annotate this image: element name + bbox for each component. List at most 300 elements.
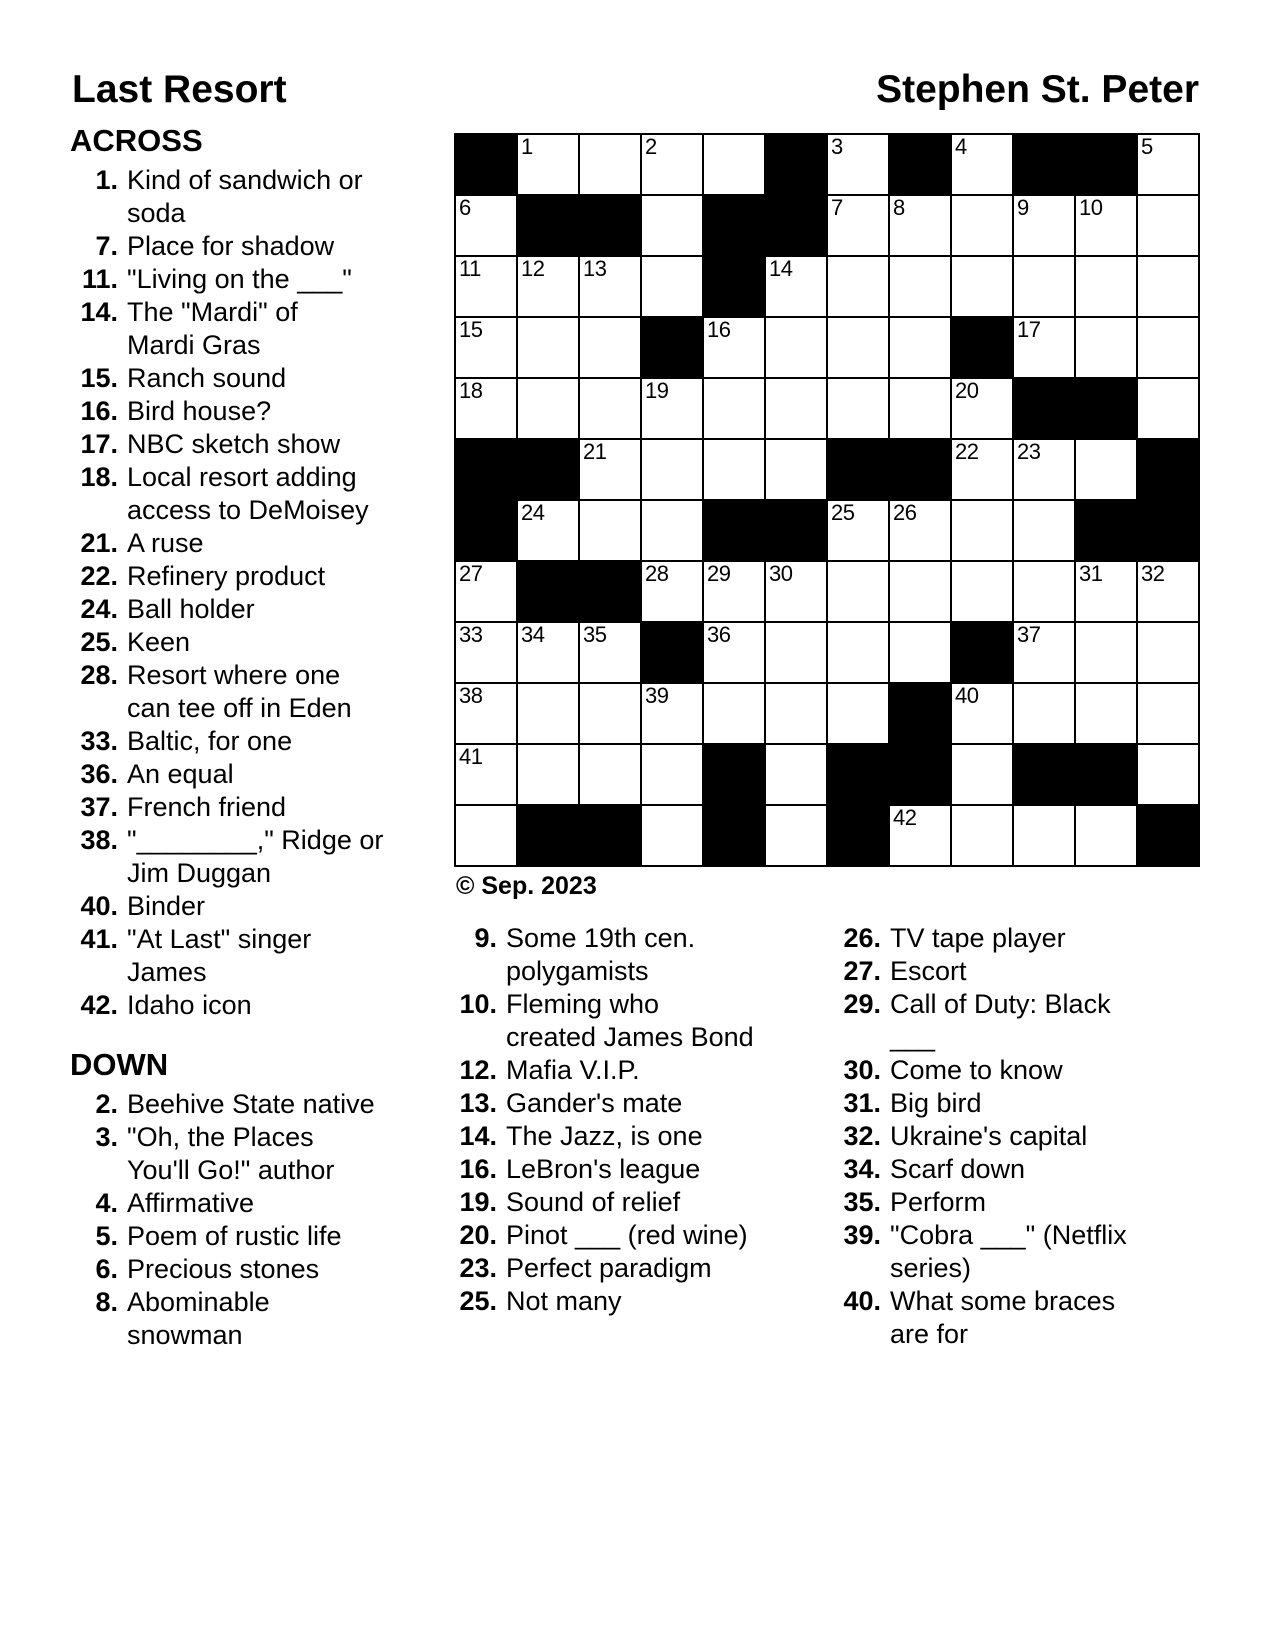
down-clue-30 bbox=[836, 1054, 1236, 1087]
down-clue-2 bbox=[70, 1088, 445, 1121]
grid-cell[interactable] bbox=[580, 440, 640, 499]
grid-cell[interactable] bbox=[828, 135, 888, 194]
grid-cell-black bbox=[1014, 135, 1074, 194]
cell-number: 40 bbox=[955, 683, 979, 708]
grid-cell-black bbox=[1076, 379, 1136, 438]
across-clue-38 bbox=[70, 824, 445, 890]
down-clue-32 bbox=[836, 1120, 1236, 1153]
down-clue-4 bbox=[70, 1187, 445, 1220]
down-clue-list-middle bbox=[455, 922, 820, 1318]
grid-cell[interactable] bbox=[1014, 257, 1074, 316]
clue-text: Call of Duty: Black ___ bbox=[890, 989, 1111, 1052]
grid-cell-black bbox=[704, 745, 764, 804]
grid-cell[interactable] bbox=[890, 196, 950, 255]
grid-cell[interactable] bbox=[890, 806, 950, 865]
grid-cell-black bbox=[1138, 501, 1198, 560]
grid-cell[interactable] bbox=[1014, 562, 1074, 621]
cell-number: 15 bbox=[459, 317, 483, 342]
clue-column-middle bbox=[455, 922, 820, 1318]
down-clue-27 bbox=[836, 955, 1236, 988]
grid-cell[interactable] bbox=[704, 440, 764, 499]
down-clue-35 bbox=[836, 1186, 1236, 1219]
down-clue-list-left bbox=[70, 1088, 445, 1352]
grid-cell-black bbox=[518, 562, 578, 621]
across-clue-24 bbox=[70, 593, 445, 626]
grid-cell[interactable] bbox=[456, 623, 516, 682]
cell-number: 23 bbox=[1017, 439, 1041, 464]
cell-number: 17 bbox=[1017, 317, 1041, 342]
cell-number: 35 bbox=[583, 622, 607, 647]
clue-text: Come to know bbox=[890, 1055, 1063, 1085]
clue-number: 32. bbox=[843, 1121, 881, 1151]
clue-number: 40. bbox=[80, 891, 118, 921]
clue-number: 10. bbox=[459, 989, 497, 1019]
cell-number: 22 bbox=[955, 439, 979, 464]
grid-cell[interactable] bbox=[952, 684, 1012, 743]
grid-cell[interactable] bbox=[580, 318, 640, 377]
across-clue-11 bbox=[70, 263, 445, 296]
cell-number: 32 bbox=[1141, 561, 1165, 586]
down-clue-19 bbox=[455, 1186, 820, 1219]
clue-text: Affirmative bbox=[127, 1188, 255, 1218]
clue-number: 28. bbox=[80, 660, 118, 690]
grid-cell[interactable] bbox=[456, 745, 516, 804]
grid-cell[interactable] bbox=[456, 379, 516, 438]
grid-cell[interactable] bbox=[952, 196, 1012, 255]
grid-cell[interactable] bbox=[642, 257, 702, 316]
grid-cell[interactable] bbox=[952, 135, 1012, 194]
clue-text: Refinery product bbox=[127, 561, 326, 591]
across-clue-15 bbox=[70, 362, 445, 395]
clue-number: 38. bbox=[80, 825, 118, 855]
grid-cell[interactable] bbox=[580, 623, 640, 682]
grid-cell-black bbox=[704, 196, 764, 255]
grid-cell[interactable] bbox=[828, 623, 888, 682]
puzzle-author: Stephen St. Peter bbox=[876, 68, 1199, 111]
clue-number: 25. bbox=[459, 1286, 497, 1316]
grid-cell[interactable] bbox=[1014, 623, 1074, 682]
grid-cell[interactable] bbox=[1076, 257, 1136, 316]
grid-cell[interactable] bbox=[828, 501, 888, 560]
clue-number: 19. bbox=[459, 1187, 497, 1217]
grid-cell[interactable] bbox=[828, 257, 888, 316]
grid-cell[interactable] bbox=[642, 379, 702, 438]
clue-text: Fleming who created James Bond bbox=[506, 989, 754, 1052]
clue-text: Abominable snowman bbox=[127, 1287, 270, 1350]
grid-cell[interactable] bbox=[890, 318, 950, 377]
clue-number: 26. bbox=[843, 923, 881, 953]
clue-number: 41. bbox=[80, 924, 118, 954]
grid-cell-black bbox=[952, 318, 1012, 377]
grid-cell-black bbox=[704, 501, 764, 560]
grid-cell[interactable] bbox=[704, 623, 764, 682]
grid-cell[interactable] bbox=[704, 684, 764, 743]
grid-cell[interactable] bbox=[704, 318, 764, 377]
grid-cell[interactable] bbox=[766, 806, 826, 865]
grid-cell-black bbox=[642, 318, 702, 377]
grid-cell-black bbox=[1014, 379, 1074, 438]
down-clue-5 bbox=[70, 1220, 445, 1253]
grid-cell[interactable] bbox=[828, 318, 888, 377]
grid-cell-black bbox=[1076, 135, 1136, 194]
cell-number: 10 bbox=[1079, 195, 1103, 220]
clue-text: Perfect paradigm bbox=[506, 1253, 712, 1283]
cell-number: 31 bbox=[1079, 561, 1103, 586]
cell-number: 30 bbox=[769, 561, 793, 586]
grid-cell[interactable] bbox=[704, 135, 764, 194]
clue-text: Kind of sandwich or soda bbox=[127, 165, 363, 228]
clue-text: Big bird bbox=[890, 1088, 982, 1118]
grid-cell-black bbox=[1014, 745, 1074, 804]
grid-cell[interactable] bbox=[580, 684, 640, 743]
grid-cell[interactable] bbox=[1076, 684, 1136, 743]
clue-text: What some braces are for bbox=[890, 1286, 1116, 1349]
grid-cell[interactable] bbox=[580, 501, 640, 560]
clue-number: 6. bbox=[95, 1254, 118, 1284]
clue-text: Precious stones bbox=[127, 1254, 320, 1284]
across-clue-14 bbox=[70, 296, 445, 362]
grid-cell[interactable] bbox=[1138, 318, 1198, 377]
down-clue-10 bbox=[455, 988, 820, 1054]
across-clue-22 bbox=[70, 560, 445, 593]
grid-cell[interactable] bbox=[766, 684, 826, 743]
grid-cell[interactable] bbox=[828, 684, 888, 743]
grid-cell[interactable] bbox=[456, 257, 516, 316]
puzzle-title: Last Resort bbox=[72, 68, 287, 111]
grid-cell[interactable] bbox=[642, 562, 702, 621]
clue-number: 33. bbox=[80, 726, 118, 756]
grid-cell-black bbox=[456, 135, 516, 194]
grid-cell[interactable] bbox=[456, 562, 516, 621]
clue-text: Not many bbox=[506, 1286, 622, 1316]
grid-cell[interactable] bbox=[952, 562, 1012, 621]
clue-number: 14. bbox=[459, 1121, 497, 1151]
down-clue-25 bbox=[455, 1285, 820, 1318]
down-clue-31 bbox=[836, 1087, 1236, 1120]
down-clue-39 bbox=[836, 1219, 1236, 1285]
grid-cell[interactable] bbox=[456, 196, 516, 255]
across-clue-list bbox=[70, 164, 445, 1022]
cell-number: 28 bbox=[645, 561, 669, 586]
clue-text: TV tape player bbox=[890, 923, 1066, 953]
clue-number: 36. bbox=[80, 759, 118, 789]
across-clue-36 bbox=[70, 758, 445, 791]
clue-number: 4. bbox=[95, 1188, 118, 1218]
cell-number: 11 bbox=[459, 256, 481, 281]
grid-cell[interactable] bbox=[952, 257, 1012, 316]
down-clue-14 bbox=[455, 1120, 820, 1153]
clue-number: 14. bbox=[80, 297, 118, 327]
grid-cell[interactable] bbox=[580, 379, 640, 438]
clue-text: Bird house? bbox=[127, 396, 272, 426]
grid-cell[interactable] bbox=[1138, 684, 1198, 743]
cell-number: 26 bbox=[893, 500, 917, 525]
down-header: DOWN bbox=[70, 1047, 169, 1082]
grid-cell[interactable] bbox=[1138, 379, 1198, 438]
clue-number: 11. bbox=[81, 264, 118, 294]
clue-number: 1. bbox=[95, 165, 118, 195]
grid-cell[interactable] bbox=[766, 562, 826, 621]
clue-text: Ball holder bbox=[127, 594, 255, 624]
clue-text: Beehive State native bbox=[127, 1089, 375, 1119]
grid-cell[interactable] bbox=[1014, 684, 1074, 743]
down-clue-3 bbox=[70, 1121, 445, 1187]
down-clue-16 bbox=[455, 1153, 820, 1186]
clue-text: Place for shadow bbox=[127, 231, 335, 261]
grid-cell[interactable] bbox=[1138, 196, 1198, 255]
down-clue-26 bbox=[836, 922, 1236, 955]
grid-cell[interactable] bbox=[828, 196, 888, 255]
cell-number: 16 bbox=[707, 317, 731, 342]
clue-text: Resort where one can tee off in Eden bbox=[127, 660, 352, 723]
clue-text: LeBron's league bbox=[506, 1154, 701, 1184]
grid-cell[interactable] bbox=[518, 379, 578, 438]
clue-text: Gander's mate bbox=[506, 1088, 683, 1118]
clue-text: French friend bbox=[127, 792, 287, 822]
grid-cell[interactable] bbox=[580, 257, 640, 316]
across-clue-28 bbox=[70, 659, 445, 725]
grid-cell-black bbox=[890, 745, 950, 804]
cell-number: 18 bbox=[459, 378, 483, 403]
across-clue-41 bbox=[70, 923, 445, 989]
grid-cell-black bbox=[1138, 806, 1198, 865]
cell-number: 41 bbox=[459, 744, 483, 769]
down-clue-8 bbox=[70, 1286, 445, 1352]
grid-cell[interactable] bbox=[642, 684, 702, 743]
grid-cell[interactable] bbox=[518, 684, 578, 743]
copyright-date: © Sep. 2023 bbox=[456, 872, 597, 900]
clue-number: 16. bbox=[80, 396, 118, 426]
grid-cell[interactable] bbox=[952, 379, 1012, 438]
clue-text: The Jazz, is one bbox=[506, 1121, 703, 1151]
cell-number: 9 bbox=[1017, 195, 1029, 220]
grid-cell-black bbox=[580, 806, 640, 865]
cell-number: 3 bbox=[831, 134, 843, 159]
grid-cell[interactable] bbox=[1138, 562, 1198, 621]
clue-number: 35. bbox=[843, 1187, 881, 1217]
grid-cell[interactable] bbox=[766, 623, 826, 682]
across-clue-37 bbox=[70, 791, 445, 824]
grid-cell[interactable] bbox=[766, 440, 826, 499]
grid-cell[interactable] bbox=[1014, 501, 1074, 560]
grid-cell-black bbox=[518, 806, 578, 865]
grid-cell[interactable] bbox=[642, 196, 702, 255]
grid-cell[interactable] bbox=[952, 440, 1012, 499]
grid-cell-black bbox=[1076, 501, 1136, 560]
clue-text: "Oh, the Places You'll Go!" author bbox=[127, 1122, 335, 1185]
clue-number: 25. bbox=[80, 627, 118, 657]
grid-cell[interactable] bbox=[1076, 440, 1136, 499]
clue-text: Sound of relief bbox=[506, 1187, 681, 1217]
grid-cell[interactable] bbox=[642, 135, 702, 194]
cell-number: 33 bbox=[459, 622, 483, 647]
down-clue-20 bbox=[455, 1219, 820, 1252]
grid-cell[interactable] bbox=[828, 379, 888, 438]
clue-text: A ruse bbox=[127, 528, 204, 558]
grid-cell[interactable] bbox=[1014, 806, 1074, 865]
grid-cell-black bbox=[580, 562, 640, 621]
cell-number: 8 bbox=[893, 195, 905, 220]
cell-number: 36 bbox=[707, 622, 731, 647]
across-clue-25 bbox=[70, 626, 445, 659]
grid-cell[interactable] bbox=[952, 806, 1012, 865]
grid-cell[interactable] bbox=[1076, 318, 1136, 377]
grid-cell[interactable] bbox=[766, 379, 826, 438]
clue-column-right bbox=[836, 922, 1236, 1351]
grid-cell[interactable] bbox=[642, 440, 702, 499]
cell-number: 21 bbox=[583, 439, 607, 464]
clue-number: 2. bbox=[95, 1089, 118, 1119]
grid-cell-black bbox=[456, 501, 516, 560]
cell-number: 39 bbox=[645, 683, 669, 708]
clue-text: Escort bbox=[890, 956, 967, 986]
grid-cell[interactable] bbox=[518, 501, 578, 560]
grid-cell[interactable] bbox=[766, 318, 826, 377]
grid-cell[interactable] bbox=[1014, 318, 1074, 377]
clue-text: "At Last" singer James bbox=[127, 924, 312, 987]
grid-cell[interactable] bbox=[952, 501, 1012, 560]
cell-number: 29 bbox=[707, 561, 731, 586]
grid-cell[interactable] bbox=[1138, 135, 1198, 194]
grid-cell[interactable] bbox=[766, 745, 826, 804]
clue-number: 12. bbox=[459, 1055, 497, 1085]
grid-cell[interactable] bbox=[766, 257, 826, 316]
grid-cell-black bbox=[828, 806, 888, 865]
grid-cell[interactable] bbox=[642, 501, 702, 560]
grid-cell-black bbox=[642, 623, 702, 682]
clue-number: 40. bbox=[843, 1286, 881, 1316]
grid-cell-black bbox=[890, 135, 950, 194]
clue-number: 20. bbox=[459, 1220, 497, 1250]
grid-cell-black bbox=[580, 196, 640, 255]
grid-cell-black bbox=[952, 623, 1012, 682]
grid-cell-black bbox=[704, 806, 764, 865]
cell-number: 1 bbox=[521, 134, 533, 159]
grid-cell-black bbox=[1076, 745, 1136, 804]
grid-cell[interactable] bbox=[890, 501, 950, 560]
grid-cell[interactable] bbox=[890, 257, 950, 316]
grid-cell[interactable] bbox=[828, 562, 888, 621]
clue-text: Ranch sound bbox=[127, 363, 287, 393]
across-clue-21 bbox=[70, 527, 445, 560]
grid-cell[interactable] bbox=[890, 562, 950, 621]
grid-cell[interactable] bbox=[456, 684, 516, 743]
cell-number: 25 bbox=[831, 500, 855, 525]
grid-cell[interactable] bbox=[518, 135, 578, 194]
clue-number: 7. bbox=[95, 231, 118, 261]
clue-column-left bbox=[70, 124, 445, 1352]
grid-cell-black bbox=[1138, 440, 1198, 499]
crossword-grid bbox=[454, 133, 1200, 867]
grid-cell[interactable] bbox=[518, 745, 578, 804]
grid-cell-black bbox=[890, 440, 950, 499]
grid-cell[interactable] bbox=[642, 806, 702, 865]
grid-cell[interactable] bbox=[456, 318, 516, 377]
grid-cell[interactable] bbox=[1076, 196, 1136, 255]
clue-number: 30. bbox=[843, 1055, 881, 1085]
grid-cell-black bbox=[890, 684, 950, 743]
clue-text: "________," Ridge or Jim Duggan bbox=[127, 825, 384, 888]
clue-text: Ukraine's capital bbox=[890, 1121, 1088, 1151]
across-clue-40 bbox=[70, 890, 445, 923]
grid-cell[interactable] bbox=[642, 745, 702, 804]
cell-number: 34 bbox=[521, 622, 545, 647]
cell-number: 42 bbox=[893, 805, 917, 830]
clue-number: 13. bbox=[459, 1088, 497, 1118]
grid-cell[interactable] bbox=[1138, 745, 1198, 804]
grid-cell[interactable] bbox=[704, 379, 764, 438]
clue-number: 18. bbox=[80, 462, 118, 492]
down-clue-23 bbox=[455, 1252, 820, 1285]
cell-number: 19 bbox=[645, 378, 669, 403]
grid-cell[interactable] bbox=[1138, 257, 1198, 316]
cell-number: 13 bbox=[583, 256, 607, 281]
cell-number: 12 bbox=[521, 256, 545, 281]
down-clue-9 bbox=[455, 922, 820, 988]
clue-text: Mafia V.I.P. bbox=[506, 1055, 640, 1085]
clue-number: 17. bbox=[80, 429, 118, 459]
grid-cell[interactable] bbox=[518, 257, 578, 316]
grid-cell-black bbox=[766, 196, 826, 255]
grid-cell[interactable] bbox=[890, 379, 950, 438]
grid-cell[interactable] bbox=[456, 806, 516, 865]
grid-cell[interactable] bbox=[1014, 196, 1074, 255]
clue-number: 8. bbox=[95, 1287, 118, 1317]
grid-cell[interactable] bbox=[518, 318, 578, 377]
cell-number: 14 bbox=[769, 256, 793, 281]
across-header: ACROSS bbox=[70, 123, 203, 158]
clue-number: 27. bbox=[843, 956, 881, 986]
clue-text: "Cobra ___" (Netflix series) bbox=[890, 1220, 1127, 1283]
grid-cell-black bbox=[518, 196, 578, 255]
clue-text: Baltic, for one bbox=[127, 726, 293, 756]
grid-cell[interactable] bbox=[1076, 806, 1136, 865]
grid-cell[interactable] bbox=[580, 135, 640, 194]
grid-cell[interactable] bbox=[1138, 623, 1198, 682]
clue-number: 5. bbox=[95, 1221, 118, 1251]
clue-number: 9. bbox=[474, 923, 497, 953]
grid-cell[interactable] bbox=[1076, 623, 1136, 682]
grid-cell-black bbox=[518, 440, 578, 499]
cell-number: 5 bbox=[1141, 134, 1153, 159]
cell-number: 27 bbox=[459, 561, 483, 586]
clue-text: The "Mardi" of Mardi Gras bbox=[127, 297, 298, 360]
clue-number: 37. bbox=[80, 792, 118, 822]
grid-cell-black bbox=[828, 440, 888, 499]
clue-text: Idaho icon bbox=[127, 990, 252, 1020]
clue-text: Pinot ___ (red wine) bbox=[506, 1220, 748, 1250]
grid-cell[interactable] bbox=[890, 623, 950, 682]
across-clue-17 bbox=[70, 428, 445, 461]
clue-number: 39. bbox=[843, 1220, 881, 1250]
across-clue-18 bbox=[70, 461, 445, 527]
grid-cell[interactable] bbox=[1076, 562, 1136, 621]
grid-cell[interactable] bbox=[580, 745, 640, 804]
clue-number: 23. bbox=[459, 1253, 497, 1283]
across-clue-42 bbox=[70, 989, 445, 1022]
cell-number: 20 bbox=[955, 378, 979, 403]
across-clue-1 bbox=[70, 164, 445, 230]
grid-cell[interactable] bbox=[1014, 440, 1074, 499]
cell-number: 38 bbox=[459, 683, 483, 708]
across-clue-33 bbox=[70, 725, 445, 758]
clue-number: 22. bbox=[80, 561, 118, 591]
clue-text: An equal bbox=[127, 759, 234, 789]
grid-cell[interactable] bbox=[952, 745, 1012, 804]
grid-cell[interactable] bbox=[518, 623, 578, 682]
down-clue-34 bbox=[836, 1153, 1236, 1186]
grid-cell[interactable] bbox=[704, 562, 764, 621]
